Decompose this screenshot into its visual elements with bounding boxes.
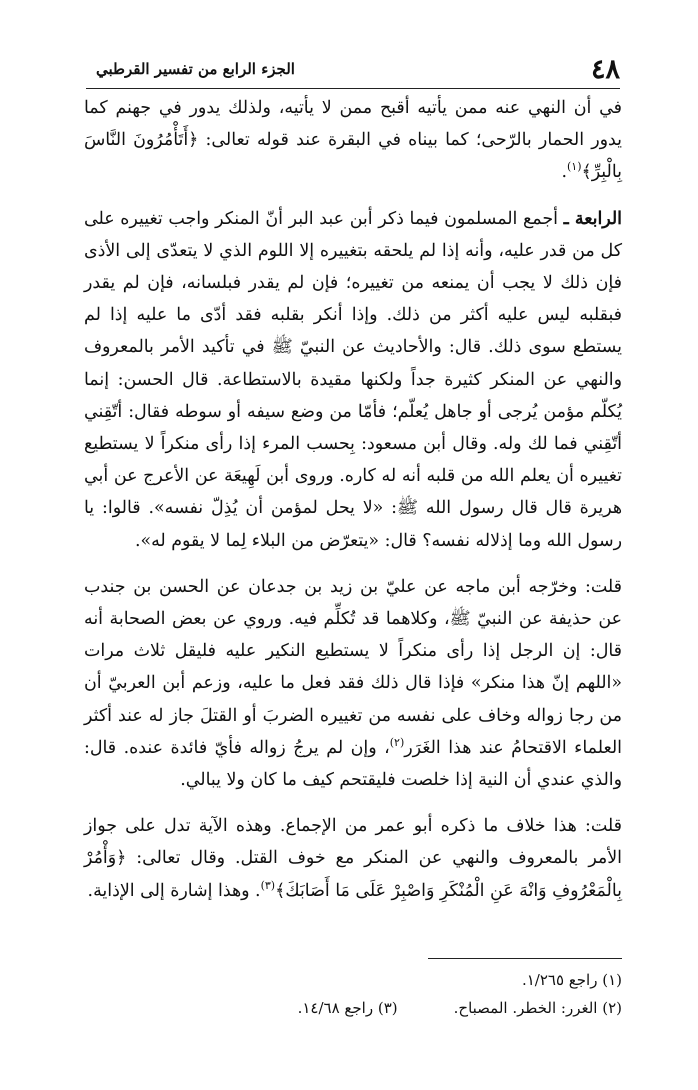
paragraph-2 <box>84 203 622 557</box>
footnote-3: (٣) راجع ١٤/٦٨. <box>297 999 398 1017</box>
paragraph-text: قلت: هذا خلاف ما ذكره أبو عمر من الإجماع. وهذه الآية تدل على جواز الأمر بالمعروف والنهي عن المنكر مع خوف القتل. وقال تعالى: ﴿وَأْمُرْ بِالْمَعْرُوفِ وَانْهَ عَنِ الْمُنْكَرِ وَاصْبِرْ عَلَى مَا أَصَابَكَ﴾ <box>84 816 622 901</box>
footnote-marker-2: (٢) <box>389 736 405 750</box>
paragraph-4 <box>84 810 622 907</box>
section-lead: الرابعة ـ <box>563 208 623 229</box>
footnote-marker-3: (٣) <box>260 878 276 892</box>
paragraph-tail: ، وإن لم يرجُ زواله فأيّ فائدة عنده. قال: والذي عندي أن النية إذا خلصت فليقتحم كيف ما كان ولا يبالي. <box>84 737 622 791</box>
page-number: ٤٨ <box>590 53 620 85</box>
paragraph-1 <box>84 92 622 189</box>
running-title: الجزء الرابع من تفسير القرطبي <box>96 60 295 78</box>
paragraph-3 <box>84 571 622 796</box>
footnote-2: (٢) الغرر: الخطر. المصباح. <box>453 999 622 1017</box>
footnote-1: (١) راجع ١/٢٦٥. <box>521 971 622 989</box>
footnotes <box>120 966 622 1022</box>
footnote-row <box>120 994 622 1022</box>
paragraph-tail: . وهذا إشارة إلى الإذاية. <box>87 880 261 901</box>
running-header <box>96 52 620 86</box>
footnote-divider <box>428 958 622 959</box>
paragraph-text: أجمع المسلمون فيما ذكر أبن عبد البر أنّ المنكر واجب تغييره على كل من قدر عليه، وأنه إذا لم يلحقه بتغييره إلا اللوم الذي لا يتعدّى إلى الأذى فإن ذلك لا يجب أن يمنعه من تغييره؛ فإن لم يقدر فبلسانه، فإن لم يقدر فبقلبه ليس عليه أكثر من ذلك. وإذا أنكر بقلبه فقد أدّى ما عليه إذا لم يستطع سوى ذلك. قال: والأحاديث عن النبيّ ﷺ في تأكيد الأمر بالمعروف والنهي عن المنكر كثيرة جداً ولكنها مقيدة بالاستطاعة. قال الحسن: إنما يُكلّم مؤمن يُرجى أو جاهل يُعلّم؛ فأمّا من وضع سيفه أو سوطه فقال: أتّقِني أتّقِني فما لك وله. وقال أبن مسعود: بِحسب المرء إذا رأى منكراً لا يستطيع تغييره أن يعلم الله من قلبه أنه له كاره. وروى أبن لَهِيعَة عن الأعرج عن أبي هريرة قال قال رسول الله ﷺ: «لا يحل لمؤمن أن يُذِلّ نفسه». قالوا: يا رسول الله وما إذلاله نفسه؟ قال: «يتعرّض من البلاء لِما لا يقوم له». <box>84 208 622 551</box>
paragraph-text: في أن النهي عنه ممن يأتيه أقبح ممن لا يأتيه، ولذلك يدور في جهنم كما يدور الحمار بالرّحى؛ كما بيناه في البقرة عند قوله تعالى: ﴿أَتَأْمُرُونَ النَّاسَ بِالْبِرِّ﴾ <box>84 98 622 183</box>
page-body <box>84 92 622 921</box>
paragraph-text: قلت: وخرّجه أبن ماجه عن عليّ بن زيد بن جدعان عن الحسن بن جندب عن حذيفة عن النبيّ ﷺ، وكلاهما قد تُكلِّم فيه. وروي عن بعض الصحابة أنه قال: إن الرجل إذا رأى منكراً لا يستطيع النكير عليه فليقل ثلاث مرات «اللهم إنّ هذا منكر» فإذا قال ذلك فقد فعل ما عليه، وزعم أبن العربيّ أن من رجا زواله وخاف على نفسه من تغييره الضربَ أو القتلَ جاز له عند أكثر العلماء الاقتحامُ عند هذا الغَرَر <box>84 576 622 758</box>
footnote-marker-1: (١) <box>567 160 582 174</box>
paragraph-tail: . <box>561 162 567 183</box>
header-divider <box>86 88 620 89</box>
